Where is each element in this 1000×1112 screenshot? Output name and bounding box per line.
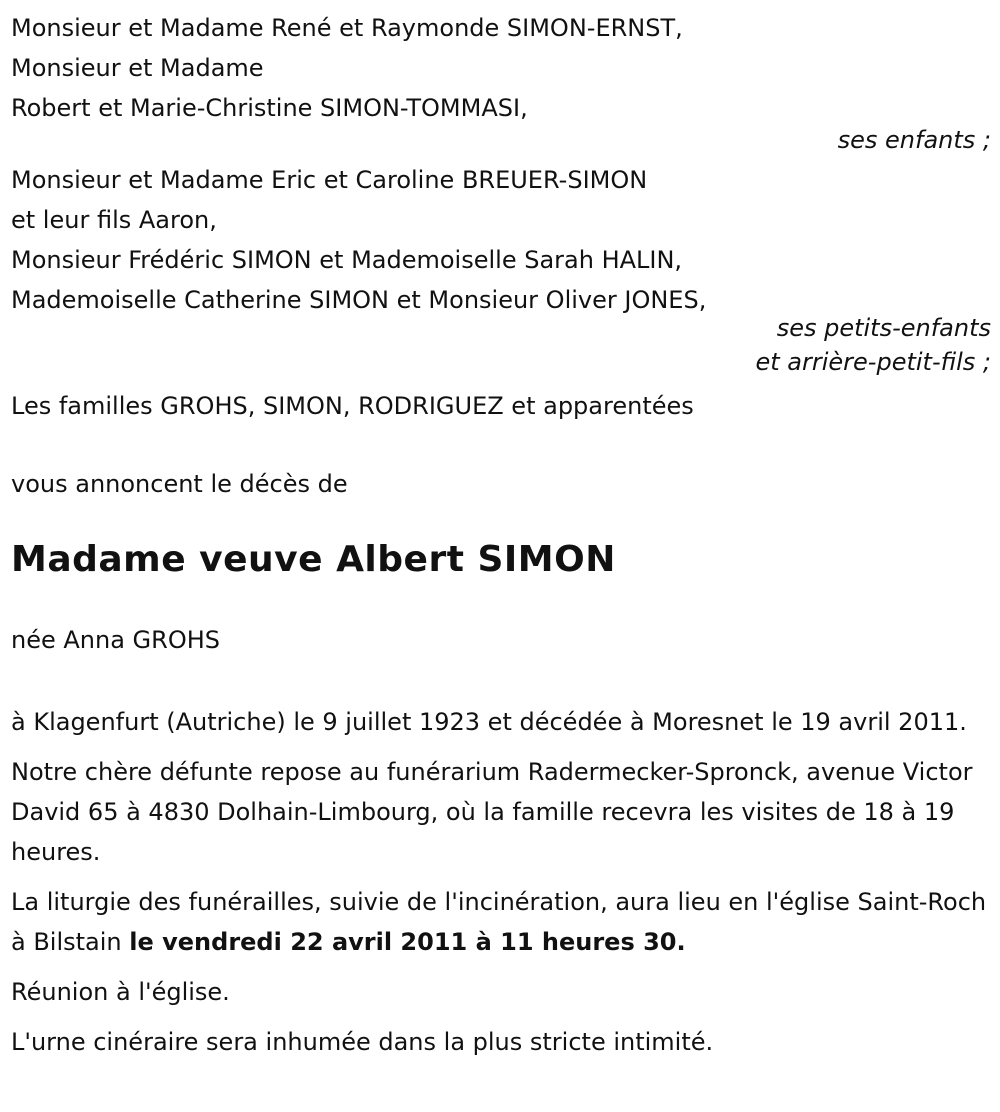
spacer bbox=[11, 660, 991, 702]
grandchildren-role-line2: et arrière-petit-fils ; bbox=[755, 348, 991, 376]
birth-death-paragraph: à Klagenfurt (Autriche) le 9 juillet 1923 et décédée à Moresnet le 19 avril 2011. bbox=[11, 708, 967, 736]
maiden-name: née Anna GROHS bbox=[11, 626, 220, 654]
grandchildren-line: Monsieur Frédéric SIMON et Mademoiselle Sarah HALIN, bbox=[11, 246, 683, 274]
liturgy-paragraph bbox=[11, 882, 991, 962]
spacer bbox=[11, 872, 991, 882]
spacer bbox=[11, 426, 991, 464]
urn-paragraph: L'urne cinéraire sera inhumée dans la plus stricte intimité. bbox=[11, 1028, 714, 1056]
liturgy-date: le vendredi 22 avril 2011 à 11 heures 30. bbox=[129, 928, 686, 956]
funerarium-paragraph: Notre chère défunte repose au funérarium Radermecker-Spronck, avenue Victor David 65 à 4830 Dolhain-Limbourg, où la famille recevra les visites de 18 à 19 heures. bbox=[11, 758, 973, 866]
spacer bbox=[11, 742, 991, 752]
spacer bbox=[11, 962, 991, 972]
obituary-notice bbox=[11, 8, 991, 1062]
grandchildren-role-line1: ses petits-enfants bbox=[776, 314, 991, 342]
children-line: Monsieur et Madame René et Raymonde SIMON-ERNST, bbox=[11, 14, 683, 42]
announce-line: vous annoncent le décès de bbox=[11, 470, 348, 498]
liturgy-intro: La liturgie des funérailles, suivie de l'incinération, aura lieu en l'église Saint-Roch à Bilstain bbox=[11, 888, 987, 956]
grandchildren-line: et leur fils Aaron, bbox=[11, 206, 217, 234]
meeting-paragraph: Réunion à l'église. bbox=[11, 978, 230, 1006]
children-line: Robert et Marie-Christine SIMON-TOMMASI, bbox=[11, 94, 528, 122]
deceased-name: Madame veuve Albert SIMON bbox=[11, 539, 616, 580]
families-line: Les familles GROHS, SIMON, RODRIGUEZ et apparentées bbox=[11, 392, 694, 420]
spacer bbox=[11, 582, 991, 620]
grandchildren-line: Mademoiselle Catherine SIMON et Monsieur Oliver JONES, bbox=[11, 286, 707, 314]
grandchildren-block bbox=[11, 160, 991, 382]
spacer bbox=[11, 1012, 991, 1022]
children-role: ses enfants ; bbox=[837, 126, 991, 154]
children-line: Monsieur et Madame bbox=[11, 54, 264, 82]
grandchildren-line: Monsieur et Madame Eric et Caroline BREUER-SIMON bbox=[11, 166, 648, 194]
children-block bbox=[11, 8, 991, 152]
